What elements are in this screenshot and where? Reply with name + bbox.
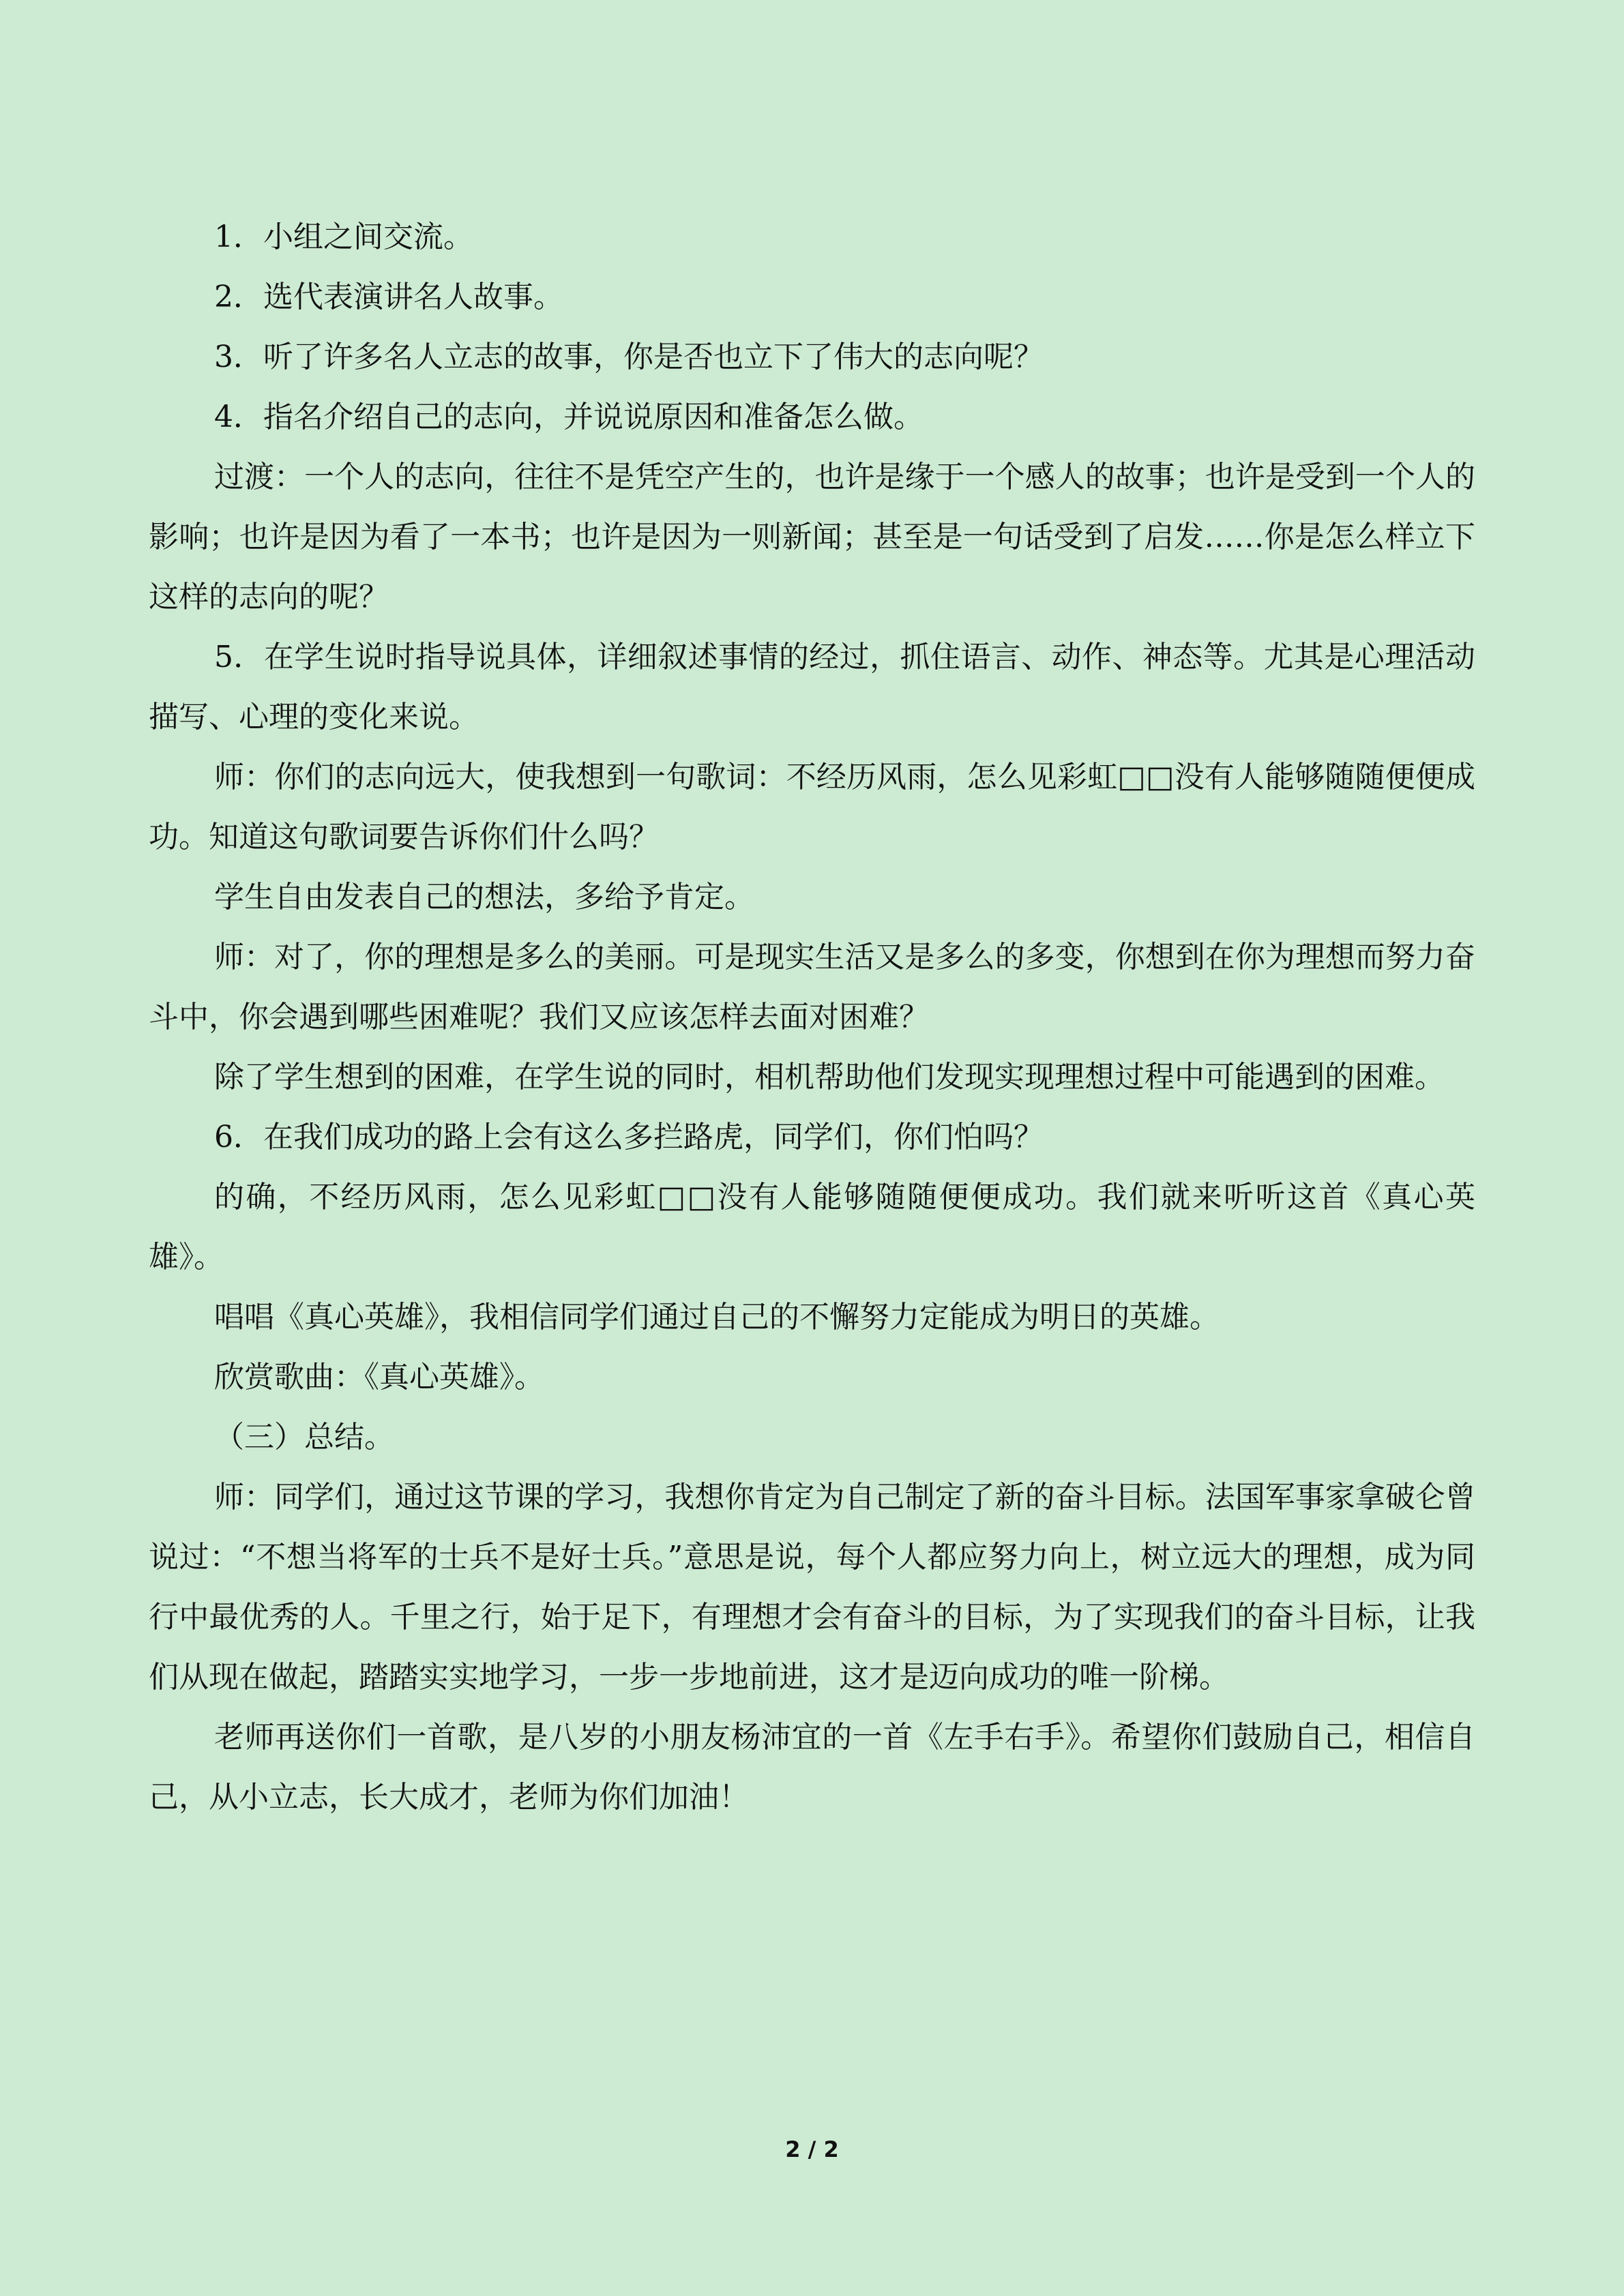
paragraph-item-2: 2．选代表演讲名人故事。 — [214, 280, 563, 314]
paragraph-closing-song: 老师再送你们一首歌，是八岁的小朋友杨沛宜的一首《左手右手》。希望你们鼓励自己，相信自己，从小立志，长大成才，老师为你们加油！ — [149, 1720, 1475, 1815]
paragraph-song-intro: 的确，不经历风雨，怎么见彩虹□□没有人能够随随便便成功。我们就来听听这首《真心英雄》。 — [149, 1180, 1475, 1274]
paragraph-item-3: 3．听了许多名人立志的故事，你是否也立下了伟大的志向呢？ — [214, 340, 1044, 374]
paragraph-item-4: 4．指名介绍自己的志向，并说说原因和准备怎么做。 — [214, 400, 924, 434]
paragraph-teacher-difficulties: 师：对了，你的理想是多么的美丽。可是现实生活又是多么的多变，你想到在你为理想而努力奋斗中，你会遇到哪些困难呢？我们又应该怎样去面对困难？ — [149, 940, 1475, 1034]
paragraph-teacher-summary: 师：同学们，通过这节课的学习，我想你肯定为自己制定了新的奋斗目标。法国军事家拿破仑曾说过：“不想当将军的士兵不是好士兵。”意思是说，每个人都应努力向上，树立远大的理想，成为同行中最优秀的人。千里之行，始于足下，有理想才会有奋斗的目标，为了实现我们的奋斗目标，让我们从现在做起，踏踏实实地学习，一步一步地前进，这才是迈向成功的唯一阶梯。 — [149, 1480, 1475, 1695]
paragraph-difficulties-help: 除了学生想到的困难，在学生说的同时，相机帮助他们发现实现理想过程中可能遇到的困难。 — [214, 1060, 1445, 1094]
paragraph-item-1: 1．小组之间交流。 — [214, 220, 473, 254]
paragraph-teacher-lyrics: 师：你们的志向远大，使我想到一句歌词：不经历风雨，怎么见彩虹□□没有人能够随随便便成功。知道这句歌词要告诉你们什么吗？ — [149, 760, 1475, 854]
section-heading-summary: （三）总结。 — [214, 1420, 394, 1455]
paragraph-enjoy-song: 欣赏歌曲：《真心英雄》。 — [214, 1360, 544, 1395]
document-body — [149, 207, 1475, 1828]
paragraph-student-ideas: 学生自由发表自己的想法，多给予肯定。 — [214, 880, 754, 914]
paragraph-item-5: 5．在学生说时指导说具体，详细叙述事情的经过，抓住语言、动作、神态等。尤其是心理活动描写、心理的变化来说。 — [149, 640, 1475, 734]
paragraph-transition: 过渡：一个人的志向，往往不是凭空产生的，也许是缘于一个感人的故事；也许是受到一个人的影响；也许是因为看了一本书；也许是因为一则新闻；甚至是一句话受到了启发……你是怎么样立下这样的志向的呢？ — [149, 460, 1475, 614]
page-number: 2 / 2 — [785, 2136, 839, 2162]
paragraph-sing-song: 唱唱《真心英雄》，我相信同学们通过自己的不懈努力定能成为明日的英雄。 — [214, 1300, 1220, 1335]
paragraph-item-6: 6．在我们成功的路上会有这么多拦路虎，同学们，你们怕吗？ — [214, 1120, 1044, 1154]
